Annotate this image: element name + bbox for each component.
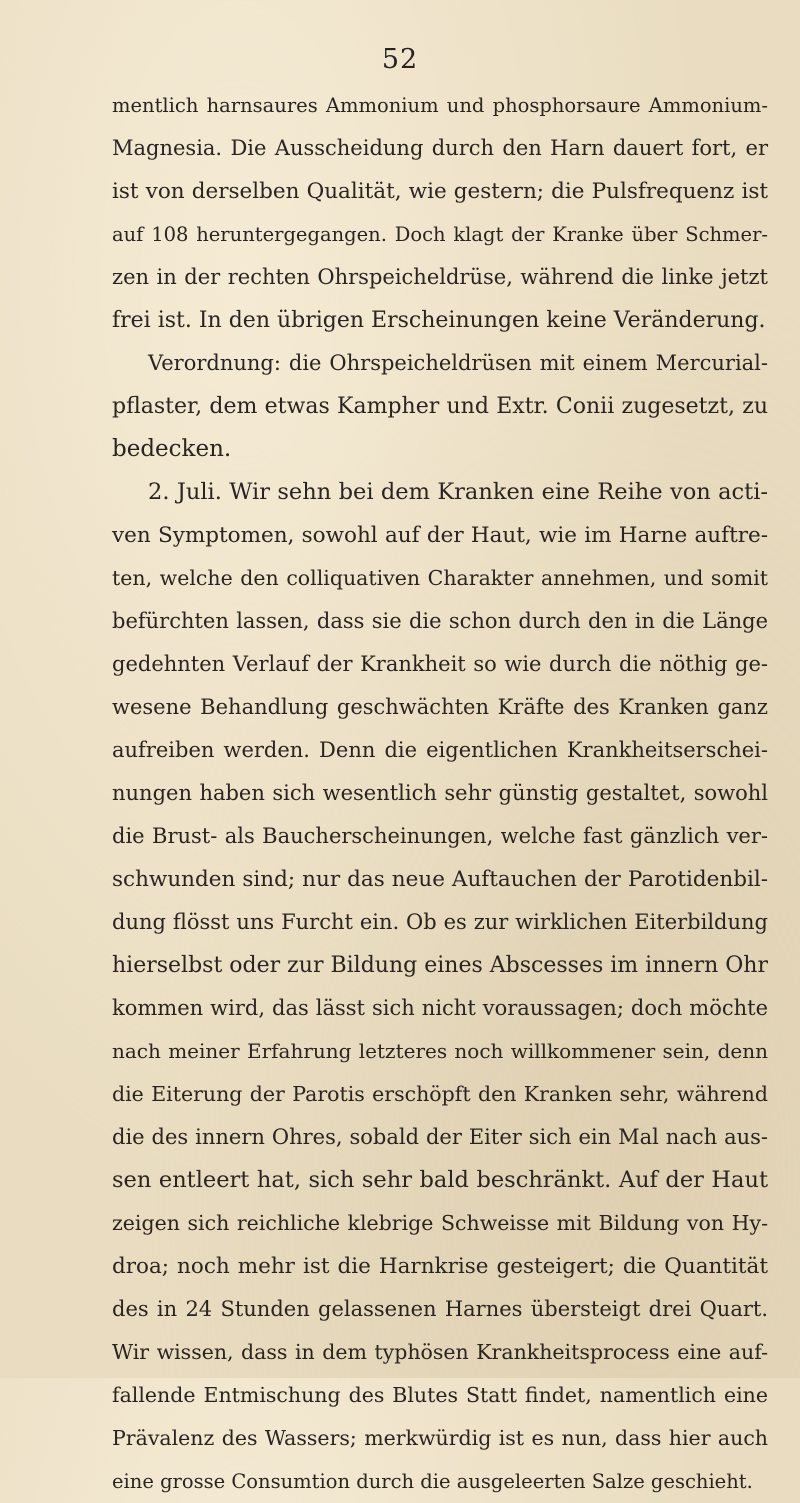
text-line: befürchten lassen, dass sie die schon durch den in die Länge <box>112 609 768 633</box>
text-line: droa; noch mehr ist die Harnkrise gesteigert; die Quantität <box>112 1254 768 1279</box>
text-line: Wir wissen, dass in dem typhösen Krankheitsprocess eine auf- <box>112 1340 768 1364</box>
text-line: auf 108 heruntergegangen. Doch klagt der Kranke über Schmer- <box>112 223 768 246</box>
text-line: die Eiterung der Parotis erschöpft den Kranken sehr, während <box>112 1082 768 1106</box>
text-line: Verordnung: die Ohrspeicheldrüsen mit einem Mercurial- <box>148 351 768 375</box>
text-line: gedehnten Verlauf der Krankheit so wie durch die nöthig ge- <box>112 652 768 676</box>
text-line: pflaster, dem etwas Kampher und Extr. Conii zugesetzt, zu <box>112 394 768 419</box>
text-line: ist von derselben Qualität, wie gestern; die Pulsfrequenz ist <box>112 179 768 204</box>
text-line: eine grosse Consumtion durch die ausgeleerten Salze geschieht. <box>112 1470 753 1493</box>
text-line: zeigen sich reichliche klebrige Schweisse mit Bildung von Hy- <box>112 1211 768 1235</box>
text-line: mentlich harnsaures Ammonium und phosphorsaure Ammonium- <box>112 94 768 117</box>
text-line: kommen wird, das lässt sich nicht voraussagen; doch möchte <box>112 996 768 1020</box>
text-line: Magnesia. Die Ausscheidung durch den Harn dauert fort, er <box>112 136 768 160</box>
text-line: hierselbst oder zur Bildung eines Abscesses im innern Ohr <box>112 953 768 978</box>
text-line: die Brust- als Baucherscheinungen, welche fast gänzlich ver- <box>112 824 768 848</box>
text-line: die des innern Ohres, sobald der Eiter sich ein Mal nach aus- <box>112 1125 768 1149</box>
text-line: nach meiner Erfahrung letzteres noch willkommener sein, denn <box>112 1039 768 1063</box>
text-line: ten, welche den colliquativen Charakter annehmen, und somit <box>112 566 768 590</box>
page-number: 52 <box>381 44 419 75</box>
text-line: zen in der rechten Ohrspeicheldrüse, während die linke jetzt <box>112 265 768 289</box>
text-line: fallende Entmischung des Blutes Statt findet, namentlich eine <box>112 1383 768 1407</box>
text-line: Prävalenz des Wassers; merkwürdig ist es nun, dass hier auch <box>112 1426 768 1450</box>
text-line: aufreiben werden. Denn die eigentlichen Krankheitserschei- <box>112 738 768 762</box>
text-line: wesene Behandlung geschwächten Kräfte des Kranken ganz <box>112 695 768 719</box>
body-text <box>112 84 768 1503</box>
text-line: ven Symptomen, sowohl auf der Haut, wie im Harne auftre- <box>112 523 768 548</box>
text-line: 2. Juli. Wir sehn bei dem Kranken eine Reihe von acti- <box>148 479 768 505</box>
text-line: sen entleert hat, sich sehr bald beschränkt. Auf der Haut <box>112 1167 768 1193</box>
text-line: frei ist. In den übrigen Erscheinungen keine Veränderung. <box>112 308 766 333</box>
text-line: bedecken. <box>112 436 232 462</box>
text-line: des in 24 Stunden gelassenen Harnes übersteigt drei Quart. <box>112 1297 768 1321</box>
text-line: nungen haben sich wesentlich sehr günstig gestaltet, sowohl <box>112 781 768 805</box>
text-line: dung flösst uns Furcht ein. Ob es zur wirklichen Eiterbildung <box>112 910 768 934</box>
text-line: schwunden sind; nur das neue Auftauchen der Parotidenbil- <box>112 867 768 892</box>
